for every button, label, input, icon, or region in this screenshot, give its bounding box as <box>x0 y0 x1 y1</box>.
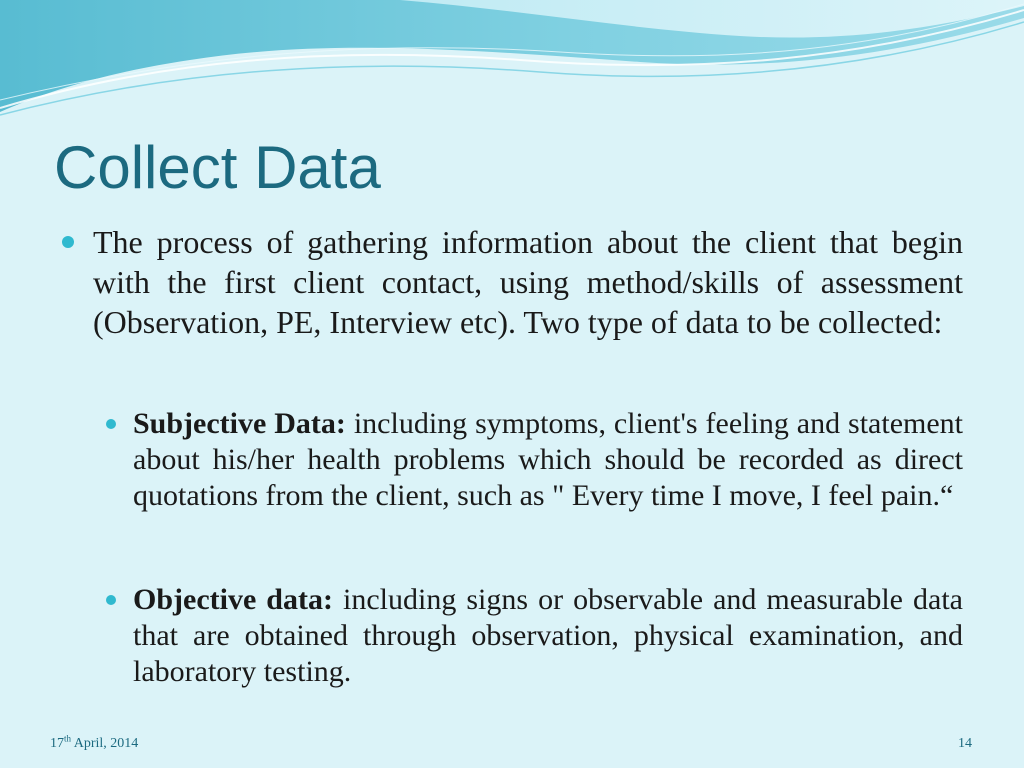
footer-date-day: 17 <box>50 736 64 751</box>
subitem-term: Objective data: <box>133 583 333 616</box>
bullet-icon <box>62 236 74 248</box>
header-wave-decoration <box>0 0 1024 130</box>
level1-bullet-text: The process of gathering information about the client that begin with the first client contact, using method/skills of assessment (Observation, PE, Interview etc). Two type of data to be collected: <box>93 224 963 340</box>
subitem-text: including signs or observable and measurable data that are obtained through observation, physical examination, and laboratory testing. <box>133 583 963 688</box>
footer-date-suffix: th <box>64 733 72 744</box>
footer-date-rest: April, 2014 <box>71 736 139 751</box>
subitem-term: Subjective Data: <box>133 407 346 440</box>
footer-date <box>50 735 138 753</box>
bullet-icon <box>106 419 116 429</box>
bullet-icon <box>106 595 116 605</box>
footer-page-number: 14 <box>958 736 972 751</box>
subitem-objective-data <box>133 582 963 690</box>
subitem-text: including symptoms, client's feeling and statement about his/her health problems which should be recorded as direct quotations from the client, such as " Every time I move, I feel pain.“ <box>133 407 963 512</box>
subitem-subjective-data <box>133 406 963 514</box>
slide-title: Collect Data <box>54 134 381 201</box>
